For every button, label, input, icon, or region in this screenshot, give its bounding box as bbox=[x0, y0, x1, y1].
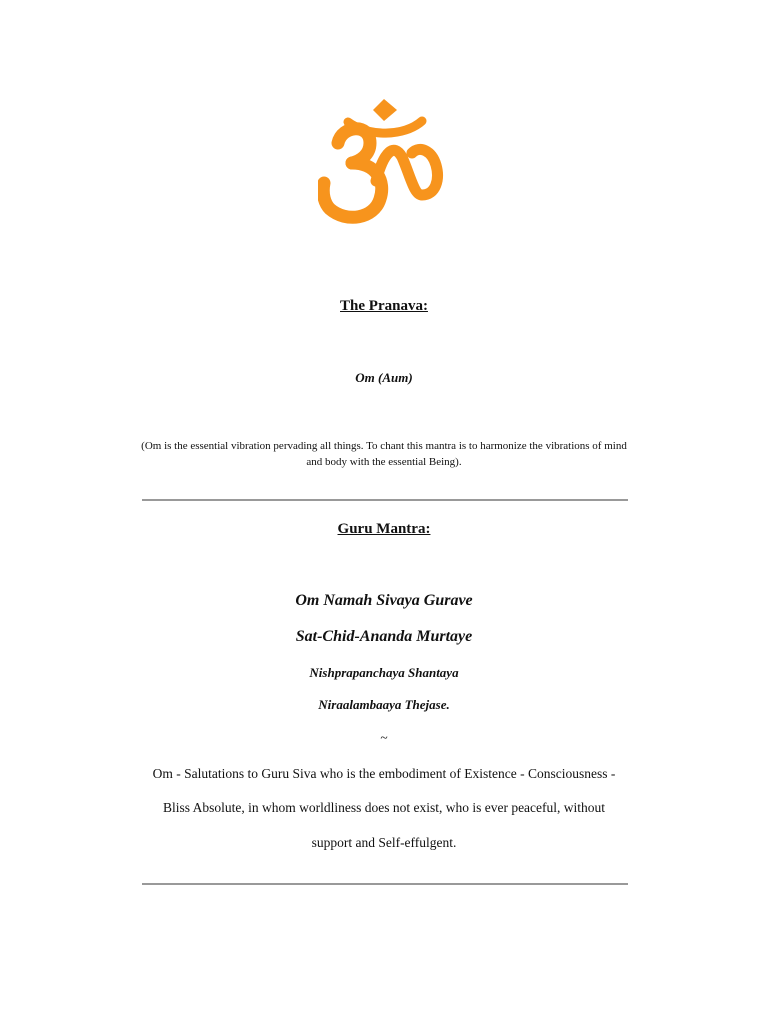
section-divider bbox=[142, 499, 628, 501]
pranava-heading: The Pranava: bbox=[340, 298, 428, 314]
mantra-line: Om Namah Sivaya Gurave bbox=[295, 592, 473, 609]
pranava-description-line-1: (Om is the essential vibration pervading all things. To chant this mantra is to harmonize the vibrations of mind bbox=[141, 440, 627, 452]
pranava-description-line-2: and body with the essential Being). bbox=[306, 456, 462, 468]
mantra-line: Sat-Chid-Ananda Murtaye bbox=[295, 628, 473, 645]
pranava-mantra: Om (Aum) bbox=[355, 370, 413, 385]
om-icon bbox=[318, 95, 450, 229]
translation-line: Om - Salutations to Guru Siva who is the embodiment of Existence - Consciousness - bbox=[152, 766, 616, 781]
tilde-separator: ~ bbox=[380, 730, 388, 745]
guru-mantra-heading: Guru Mantra: bbox=[337, 521, 431, 537]
mantra-line: Nishprapanchaya Shantaya bbox=[309, 665, 459, 680]
section-divider bbox=[142, 883, 628, 885]
mantra-line: Niraalambaaya Thejase. bbox=[318, 697, 450, 712]
translation-line: support and Self-effulgent. bbox=[311, 835, 457, 850]
translation-line: Bliss Absolute, in whom worldliness does not exist, who is ever peaceful, without bbox=[162, 800, 606, 815]
